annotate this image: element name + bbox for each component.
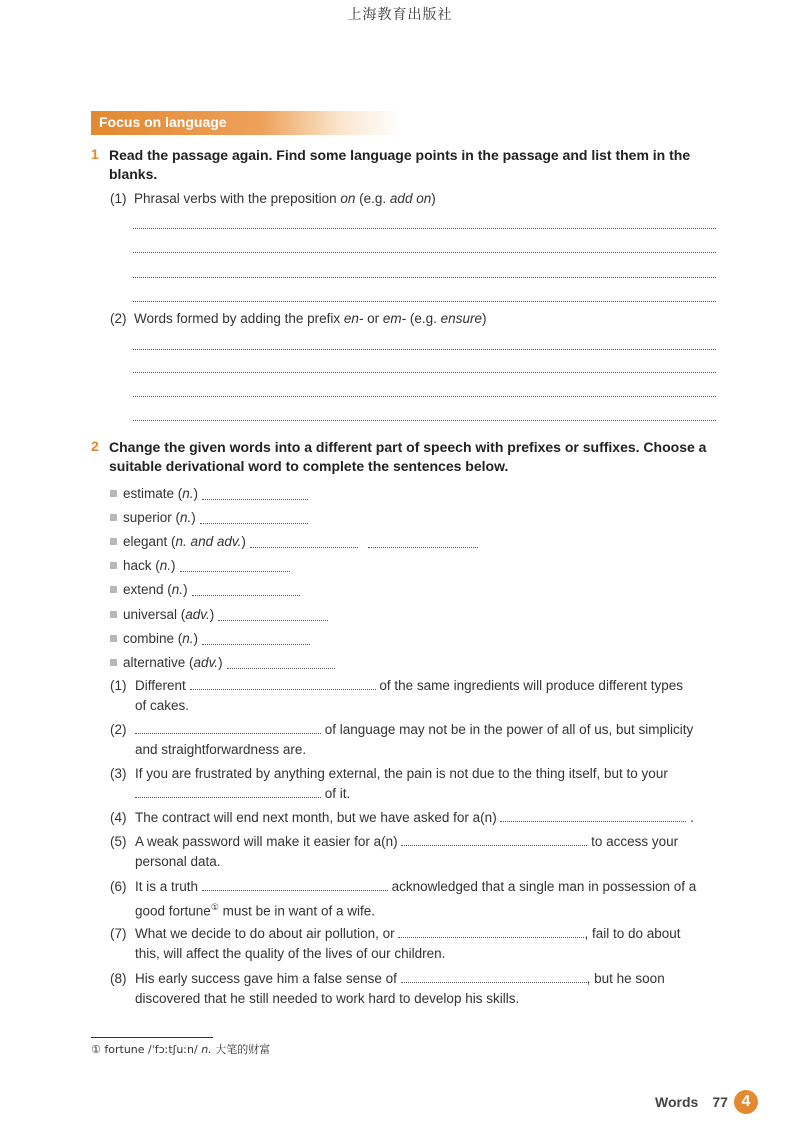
answer-blank[interactable] [200,511,308,524]
answer-blank[interactable] [190,678,376,690]
answer-blank[interactable] [180,559,290,572]
word-item: estimate ( n. ) [110,481,478,505]
answer-blank[interactable] [398,926,584,938]
footer-unit-title: Words [655,1094,699,1110]
answer-blank[interactable] [250,535,358,548]
answer-line[interactable] [133,228,716,229]
q1-part-1: (1) Phrasal verbs with the preposition on (e.g. add on) [110,191,436,206]
answer-line[interactable] [133,301,716,302]
answer-line[interactable] [133,372,716,373]
question-text: Change the given words into a different part of speech with prefixes or suffixes. Choose a suitable derivational word to complete the sentences below. [109,439,707,474]
answer-blank[interactable] [202,487,308,500]
bullet-square-icon [110,514,117,521]
answer-blank[interactable] [227,656,335,669]
word-item: universal ( adv. ) [110,602,478,626]
answer-blank[interactable] [135,722,321,734]
sentence-1: (1) Different of the same ingredients will produce different types of cakes. [110,678,683,713]
answer-blank[interactable] [202,632,310,645]
word-item: elegant ( n. and adv. ) [110,529,478,553]
answer-line[interactable] [133,420,716,421]
answer-blank[interactable] [192,583,300,596]
answer-blank[interactable] [218,608,328,621]
word-item: alternative ( adv. ) [110,650,478,674]
footnote-rule [91,1037,213,1038]
word-item: extend ( n. ) [110,578,478,602]
answer-blank[interactable] [401,971,587,983]
sentence-2: (2) of language may not be in the power of all of us, but simplicity and straightforwardness are. [110,722,694,757]
bullet-square-icon [110,490,117,497]
answer-line[interactable] [133,277,716,278]
word-list [110,481,478,675]
word-item: combine ( n. ) [110,626,478,650]
sentence-3: (3) If you are frustrated by anything external, the pain is not due to the thing itself, but to your of it. [110,766,668,801]
word-item: superior ( n. ) [110,505,478,529]
question-2 [91,438,731,476]
answer-blank[interactable] [500,810,686,822]
unit-badge: 4 [734,1090,758,1114]
bullet-square-icon [110,586,117,593]
sentence-4: (4) The contract will end next month, but we have asked for a(n) . [110,810,694,825]
answer-blank[interactable] [202,879,388,891]
question-text: Read the passage again. Find some language points in the passage and list them in the blanks. [109,147,691,182]
bullet-square-icon [110,611,117,618]
sentence-8: (8) His early success gave him a false sense of , but he soon discovered that he still needed to work hard to develop his skills. [110,971,665,1006]
answer-blank[interactable] [135,786,321,798]
answer-line[interactable] [133,396,716,397]
page-footer [655,1090,758,1114]
footnote-marker: ① [210,902,219,912]
section-banner [91,111,401,135]
answer-line[interactable] [133,252,716,253]
question-number: 2 [91,438,99,454]
sentence-7: (7) What we decide to do about air pollution, or , fail to do about this, will affect the quality of the lives of our children. [110,926,681,961]
bullet-square-icon [110,562,117,569]
answer-blank[interactable] [368,535,478,548]
publisher-header: 上海教育出版社 [347,7,453,23]
bullet-square-icon [110,659,117,666]
word-item: hack ( n. ) [110,554,478,578]
q1-part-2: (2) Words formed by adding the prefix en- or em- (e.g. ensure) [110,311,487,326]
section-title: Focus on language [99,114,227,130]
bullet-square-icon [110,635,117,642]
page-number: 77 [712,1094,728,1110]
bullet-square-icon [110,538,117,545]
footnote: ① fortune /ˈfɔːtʃuːn/ n. 大笔的财富 [91,1043,271,1056]
answer-line[interactable] [133,349,716,350]
question-number: 1 [91,146,99,162]
sentence-6: (6) It is a truth acknowledged that a single man in possession of a good fortune① must be in want of a wife. [110,879,697,919]
answer-blank[interactable] [401,834,587,846]
sentence-5: (5) A weak password will make it easier for a(n) to access your personal data. [110,834,679,869]
question-1 [91,146,731,184]
